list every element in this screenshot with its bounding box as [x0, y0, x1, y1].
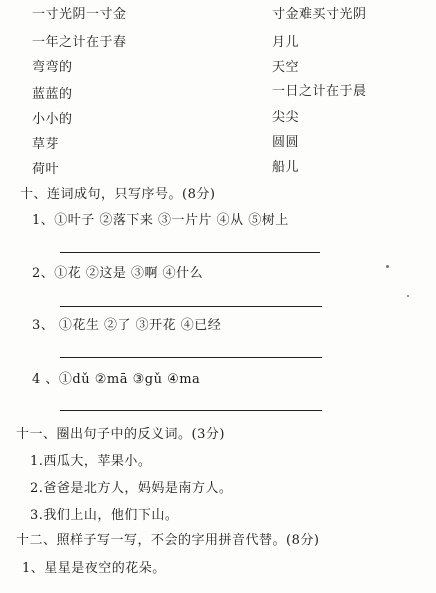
- match-left-3: 弯弯的: [32, 60, 73, 75]
- scan-speck: [407, 295, 409, 297]
- match-right-2: 月儿: [272, 35, 300, 50]
- answer-line-1: [60, 252, 320, 253]
- section-11-sentence-1: 1.西瓜大，苹果小。: [30, 454, 152, 469]
- section-10-question-3: 3、 ①花生 ②了 ③开花 ④已经: [32, 318, 222, 333]
- section-11-sentence-2: 2.爸爸是北方人，妈妈是南方人。: [30, 481, 233, 496]
- match-right-6: 圆圆: [272, 135, 300, 150]
- section-10-title: 十、连词成句，只写序号。(8分): [20, 187, 216, 202]
- match-right-4: 一日之计在于晨: [272, 84, 367, 99]
- answer-line-4: [60, 410, 322, 411]
- section-12-sentence-1: 1、星星是夜空的花朵。: [22, 561, 166, 576]
- match-left-2: 一年之计在于春: [32, 35, 127, 50]
- scan-speck: [386, 265, 389, 268]
- section-11-title: 十一、圈出句子中的反义词。(3分): [16, 427, 225, 442]
- match-left-7: 荷叶: [32, 162, 60, 177]
- match-left-5: 小小的: [32, 112, 73, 127]
- match-left-6: 草芽: [32, 137, 60, 152]
- section-12-title: 十二、照样子写一写，不会的字用拼音代替。(8分): [16, 533, 320, 548]
- match-left-4: 蓝蓝的: [32, 87, 73, 102]
- match-right-3: 天空: [272, 60, 300, 75]
- answer-line-2: [60, 306, 322, 307]
- match-right-7: 船儿: [272, 160, 300, 175]
- section-11-sentence-3: 3.我们上山，他们下山。: [30, 508, 179, 523]
- match-left-1: 一寸光阴一寸金: [32, 7, 127, 22]
- answer-line-3: [60, 357, 322, 358]
- match-right-1: 寸金难买寸光阴: [272, 7, 367, 22]
- section-10-question-2: 2、①花 ②这是 ③啊 ④什么: [32, 266, 204, 281]
- match-right-5: 尖尖: [272, 110, 300, 125]
- section-10-question-1: 1、①叶子 ②落下来 ③一片片 ④从 ⑤树上: [32, 213, 289, 228]
- section-10-question-4: 4 、①dǔ ②mā ③gǔ ④ma: [32, 372, 201, 387]
